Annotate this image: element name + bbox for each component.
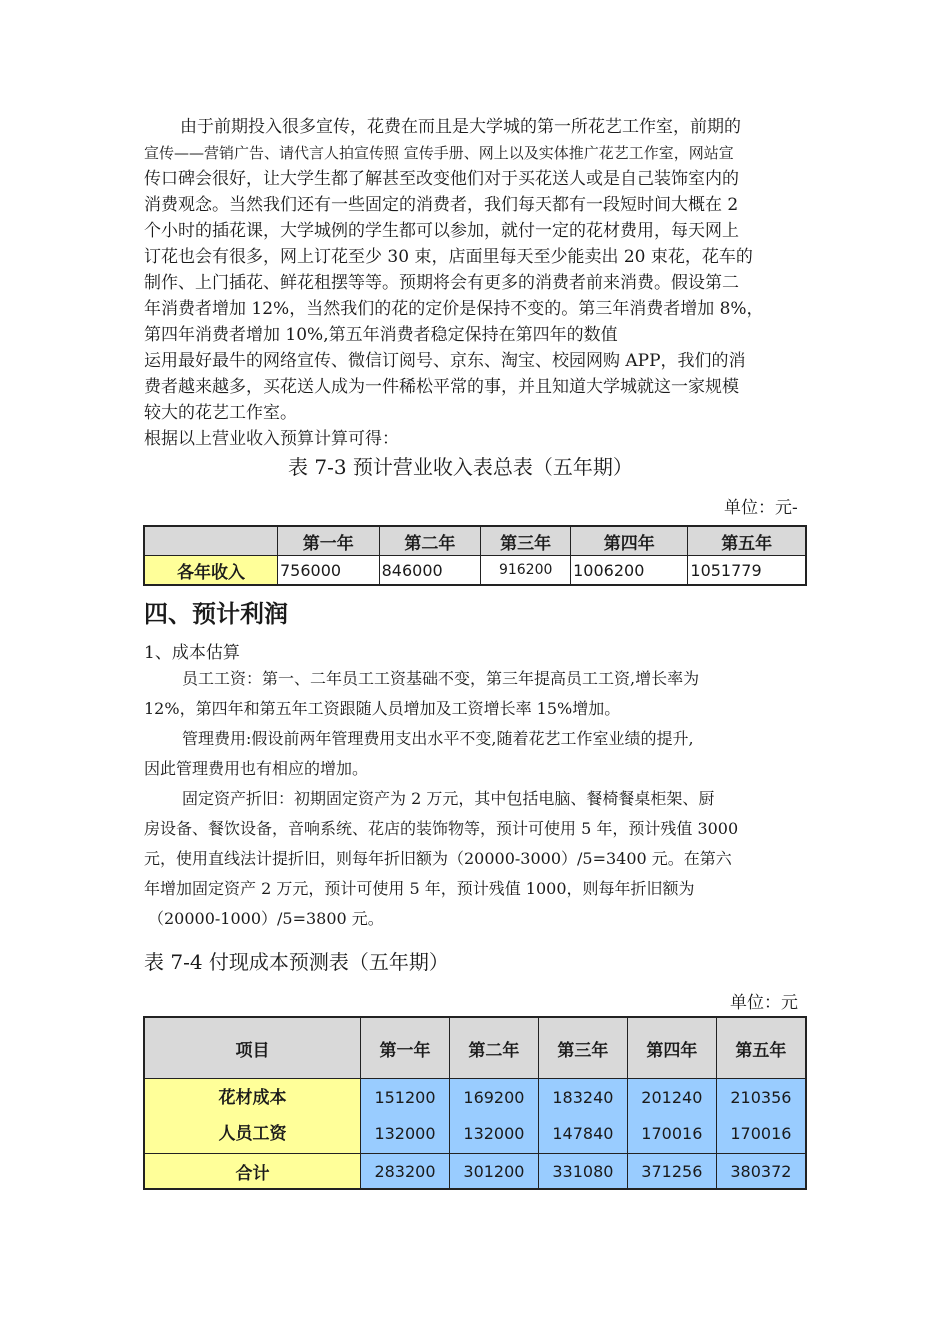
flower-cost-value: 201240 [641,1088,703,1107]
table-row [144,556,806,586]
intro-line: 订花也会有很多，网上订花至少 30 束，店面里每天至少能卖出 20 束花，花车的 [144,247,753,267]
cost-paragraphs [144,664,807,934]
intro-line: 传口碑会很好，让大学生都了解甚至改变他们对于买花送人或是自己装饰室内的 [144,169,739,189]
table1-caption: 表 7-3 预计营业收入表总表（五年期） [288,455,633,479]
intro-line: 第四年消费者增加 10%,第五年消费者稳定保持在第四年的数值 [144,325,618,345]
cost-line: 员工工资：第一、二年员工工资基础不变，第三年提高员工工资,增长率为 [182,669,700,688]
row-label-total: 合计 [144,1154,361,1190]
total-cell: 380372 [716,1154,806,1190]
cost-line: （20000-1000）/5=3800 元。 [148,909,384,928]
staff-wage-value: 132000 [463,1124,525,1143]
revenue-cell: 846000 [379,556,481,586]
total-cell: 371256 [627,1154,716,1190]
year-4-cell [627,1079,716,1154]
header-year-2: 第二年 [449,1017,538,1079]
cash-cost-table [143,1016,807,1190]
cost-line: 固定资产折旧：初期固定资产为 2 万元，其中包括电脑、餐椅餐桌柜架、厨 [182,789,715,808]
flower-cost-value: 210356 [730,1088,792,1107]
intro-line: 费者越来越多，买花送人成为一件稀松平常的事，并且知道大学城就这一家规模 [144,377,739,397]
year-2-cell [449,1079,538,1154]
revenue-table [143,525,807,586]
flower-cost-value: 169200 [463,1088,525,1107]
table2-unit: 单位：元 [730,993,798,1013]
intro-line: 由于前期投入很多宣传，花费在而且是大学城的第一所花艺工作室，前期的 [180,117,741,137]
intro-line: 较大的花艺工作室。 [144,403,297,423]
total-cell: 283200 [361,1154,450,1190]
cost-line: 管理费用:假设前两年管理费用支出水平不变,随着花艺工作室业绩的提升, [182,729,694,748]
header-year-3: 第三年 [538,1017,627,1079]
intro-paragraph [144,114,807,452]
header-year-5: 第五年 [688,526,806,556]
revenue-cell: 1006200 [571,556,688,586]
table1-unit: 单位：元- [724,498,798,518]
row-label-staff-wage: 人员工资 [218,1124,287,1144]
intro-line: 消费观念。当然我们还有一些固定的消费者，我们每天都有一段短时间大概在 2 [144,195,739,215]
revenue-cell: 756000 [278,556,380,586]
revenue-cell: 916200 [481,556,571,586]
flower-cost-value: 183240 [552,1088,614,1107]
header-year-1: 第一年 [278,526,380,556]
staff-wage-value: 147840 [552,1124,614,1143]
table-header-row [144,526,806,556]
intro-line: 个小时的插花课，大学城例的学生都可以参加，就付一定的花材费用，每天网上 [144,221,739,241]
header-year-2: 第二年 [379,526,481,556]
subheading: 1、成本估算 [144,643,240,663]
flower-cost-value: 151200 [374,1088,436,1107]
intro-line: 根据以上营业收入预算计算可得： [144,429,399,449]
table-header-row [144,1017,806,1079]
header-item: 项目 [144,1017,361,1079]
header-empty-cell [144,526,278,556]
staff-wage-value: 170016 [730,1124,792,1143]
header-year-4: 第四年 [627,1017,716,1079]
cost-line: 房设备、餐饮设备，音响系统、花店的装饰物等，预计可使用 5 年，预计残值 3000 [144,819,739,838]
table-total-row [144,1154,806,1190]
total-cell: 331080 [538,1154,627,1190]
header-year-4: 第四年 [571,526,688,556]
row-label-annual-revenue: 各年收入 [144,556,278,586]
section-heading: 四、预计利润 [144,599,288,628]
cost-line: 元，使用直线法计提折旧，则每年折旧额为（20000-3000）/5=3400 元。在第六 [144,849,732,868]
row-labels-cell [144,1079,361,1154]
intro-line: 年消费者增加 12%，当然我们的花的定价是保持不变的。第三年消费者增加 8%， [144,299,764,319]
year-1-cell [361,1079,450,1154]
total-cell: 301200 [449,1154,538,1190]
header-year-1: 第一年 [361,1017,450,1079]
cost-line: 年增加固定资产 2 万元，预计可使用 5 年，预计残值 1000，则每年折旧额为 [144,879,695,898]
staff-wage-value: 132000 [374,1124,436,1143]
row-label-flower-cost: 花材成本 [218,1088,287,1108]
year-3-cell [538,1079,627,1154]
intro-line: 运用最好最牛的网络宣传、微信订阅号、京东、淘宝、校园网购 APP，我们的消 [144,351,746,371]
staff-wage-value: 170016 [641,1124,703,1143]
table2-caption: 表 7-4 付现成本预测表（五年期） [144,950,449,974]
year-5-cell [716,1079,806,1154]
revenue-cell: 1051779 [688,556,806,586]
intro-line: 制作、上门插花、鲜花租摆等等。预期将会有更多的消费者前来消费。假设第二 [144,273,739,293]
header-year-3: 第三年 [481,526,571,556]
intro-line: 宣传——营销广告、请代言人拍宣传照 宣传手册、网上以及实体推广花艺工作室，网站宣 [144,144,734,162]
header-year-5: 第五年 [716,1017,806,1079]
cost-line: 12%，第四年和第五年工资跟随人员增加及工资增长率 15%增加。 [144,699,621,718]
table-row [144,1079,806,1154]
cost-line: 因此管理费用也有相应的增加。 [144,759,369,778]
